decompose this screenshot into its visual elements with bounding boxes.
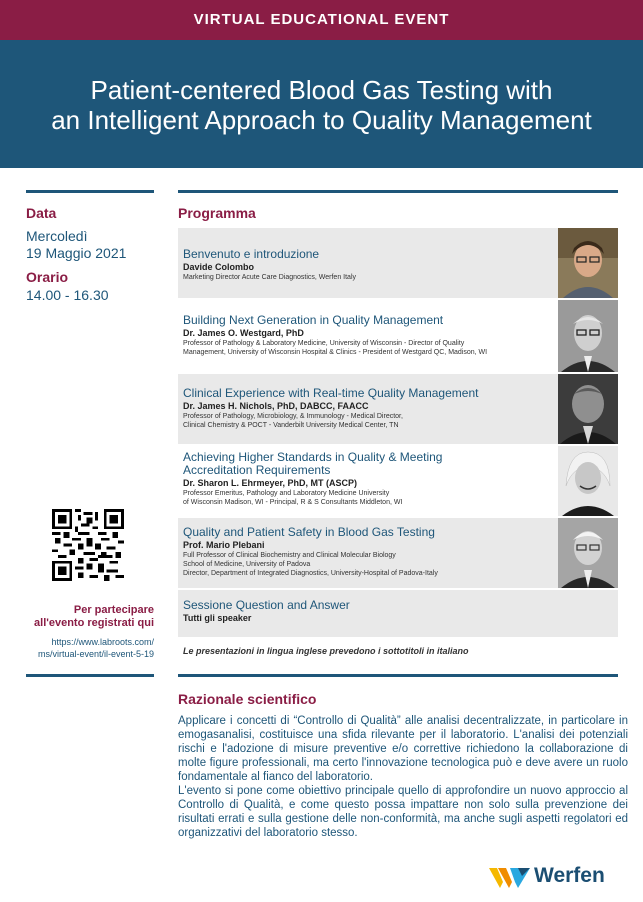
speaker-photo bbox=[558, 446, 618, 516]
registration-line-1: Per partecipare bbox=[73, 604, 154, 616]
item-title: Building Next Generation in Quality Management bbox=[183, 313, 444, 327]
affiliation-line: Management, University of Wisconsin Hospital & Clinics - President of Westgard QC, Madison, WI bbox=[183, 349, 488, 356]
title-banner bbox=[0, 40, 643, 168]
title-line-2: an Intelligent Approach to Quality Management bbox=[51, 105, 592, 135]
time-value: 14.00 - 16.30 bbox=[26, 287, 109, 303]
item-affiliation bbox=[183, 551, 554, 578]
speaker-photo bbox=[558, 518, 618, 588]
item-title: Achieving Higher Standards in Quality & Meeting bbox=[183, 450, 443, 464]
affiliation-line: Director, Department of Integrated Diagnostics, University-Hospital of Padova-Italy bbox=[183, 570, 438, 577]
item-affiliation bbox=[183, 412, 554, 430]
program-item bbox=[178, 300, 618, 372]
werfen-logo bbox=[488, 862, 618, 890]
program-item bbox=[178, 590, 618, 637]
program-item bbox=[178, 228, 618, 298]
event-type-banner: VIRTUAL EDUCATIONAL EVENT bbox=[0, 0, 643, 40]
left-bottom-rule bbox=[26, 674, 154, 677]
qr-code-icon[interactable] bbox=[52, 509, 124, 581]
affiliation-line: Professor of Pathology, Microbiology, & Immunology - Medical Director, bbox=[183, 413, 403, 420]
rationale-paragraph-1: Applicare i concetti di “Controllo di Qualità” alle analisi decentralizzate, in particolare in emogasanalisi, costituisce una sfida rilevante per il laboratorio. L'analisi dei potenziali rischi e l'adozione di misure preventive e/o correttive richiedono la collaborazione di molte figure professionali, ma certo l'innovazione tecnologica può e deve avere un ruolo fondamentale al fianco del laboratorio. bbox=[178, 715, 628, 783]
program-item bbox=[178, 518, 618, 588]
affiliation-line: School of Medicine, University of Padova bbox=[183, 561, 311, 568]
item-affiliation bbox=[183, 339, 554, 357]
item-title: Benvenuto e introduzione bbox=[183, 247, 320, 261]
rationale-paragraph-2: L'evento si pone come obiettivo principale quello di approfondire un nuovo approccio al Controllo di Qualità, e come questo possa impattare non solo sulla prevenzione dei risultati errati e sulla gestione delle non-conformità, ma anche sugli aspetti regolatori ed organizzativi del laboratorio stesso. bbox=[178, 785, 628, 839]
item-speaker: Dr. James H. Nichols, PhD, DABCC, FAACC bbox=[183, 401, 369, 411]
werfen-wordmark: Werfen bbox=[534, 864, 605, 887]
program-bottom-rule bbox=[178, 674, 618, 677]
item-speaker: Davide Colombo bbox=[183, 262, 255, 272]
time-label: Orario bbox=[26, 269, 69, 285]
date-value: 19 Maggio 2021 bbox=[26, 245, 127, 261]
speaker-photo bbox=[558, 300, 618, 372]
title-line-1: Patient-centered Blood Gas Testing with bbox=[90, 75, 553, 105]
url-line-2[interactable]: ms/virtual-event/il-event-5-19 bbox=[37, 649, 154, 659]
item-affiliation bbox=[183, 489, 554, 507]
item-speaker: Dr. James O. Westgard, PhD bbox=[183, 328, 304, 338]
program-item bbox=[178, 446, 618, 516]
speaker-photo bbox=[558, 374, 618, 444]
werfen-mark-icon bbox=[488, 862, 532, 890]
subtitles-note: Le presentazioni in lingua inglese prevedono i sottotitoli in italiano bbox=[183, 646, 469, 656]
affiliation-line: Clinical Chemistry & POCT - Vanderbilt University Medical Center, TN bbox=[183, 422, 399, 429]
registration-line-2: all'evento registrati qui bbox=[34, 617, 154, 629]
left-top-rule bbox=[26, 190, 154, 193]
item-speaker: Tutti gli speaker bbox=[183, 613, 252, 623]
program-title: Programma bbox=[178, 205, 256, 221]
program-item bbox=[178, 374, 618, 444]
affiliation-line: Professor Emeritus, Pathology and Laboratory Medicine University bbox=[183, 490, 390, 497]
registration-text bbox=[26, 604, 154, 630]
date-block bbox=[26, 205, 161, 304]
speaker-photo bbox=[558, 228, 618, 298]
affiliation-line: Full Professor of Clinical Biochemistry and Clinical Molecular Biology bbox=[183, 552, 396, 559]
affiliation-line: of Wisconsin Madison, WI - Principal, R & S Consultants Middleton, WI bbox=[183, 499, 403, 506]
item-affiliation: Marketing Director Acute Care Diagnostics, Werfen Italy bbox=[183, 274, 356, 281]
item-speaker: Dr. Sharon L. Ehrmeyer, PhD, MT (ASCP) bbox=[183, 478, 358, 488]
item-title-line-2: Accreditation Requirements bbox=[183, 463, 331, 477]
item-title: Sessione Question and Answer bbox=[183, 598, 350, 612]
item-title: Clinical Experience with Real-time Quality Management bbox=[183, 386, 479, 400]
item-speaker: Prof. Mario Plebani bbox=[183, 540, 265, 550]
date-label: Data bbox=[26, 205, 57, 221]
url-line-1[interactable]: https://www.labroots.com/ bbox=[51, 637, 154, 647]
date-day: Mercoledì bbox=[26, 228, 88, 244]
rationale-title: Razionale scientifico bbox=[178, 691, 317, 707]
registration-link[interactable] bbox=[14, 636, 154, 660]
program-top-rule bbox=[178, 190, 618, 193]
item-title: Quality and Patient Safety in Blood Gas Testing bbox=[183, 525, 435, 539]
affiliation-line: Professor of Pathology & Laboratory Medicine, University of Wisconsin - Director of Quality bbox=[183, 340, 465, 347]
